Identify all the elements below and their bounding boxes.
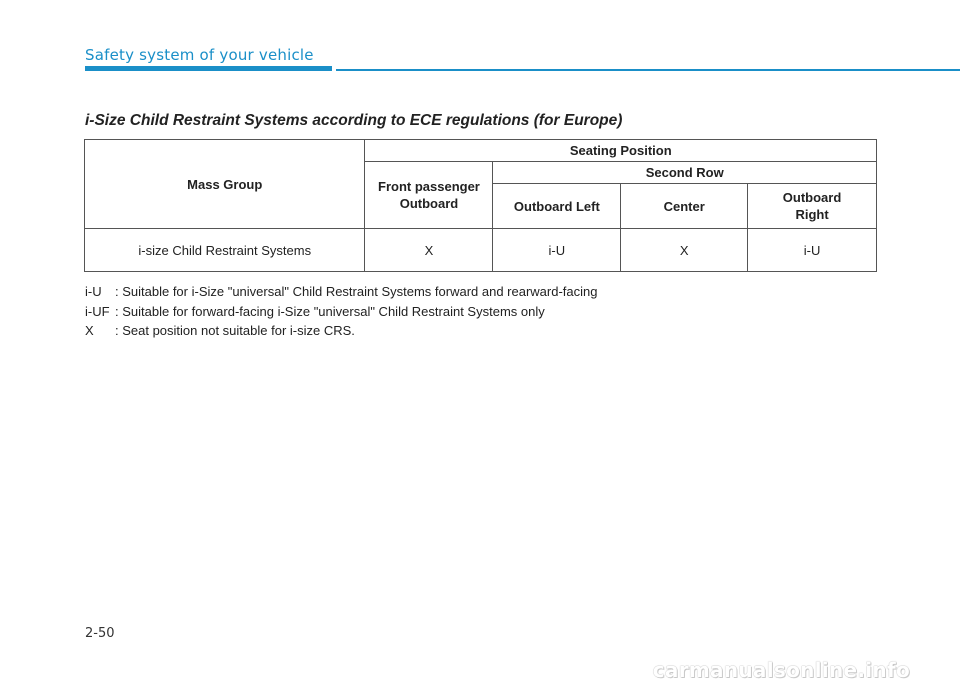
table-row: [85, 229, 877, 272]
note-row: [85, 282, 597, 302]
crs-table: [84, 139, 877, 272]
col-header-outboard-left: Outboard Left: [493, 184, 621, 229]
note-key: i-U: [85, 284, 102, 300]
table-cell: X: [621, 229, 748, 272]
col-header-outboard-right: [748, 184, 877, 229]
front-passenger-label: Front passenger Outboard: [378, 179, 480, 211]
mass-group-header: Mass Group: [85, 140, 365, 229]
note-row: [85, 302, 597, 322]
table-cell: i-U: [748, 229, 877, 272]
page-heading: i-Size Child Restraint Systems according to ECE regulations (for Europe): [85, 112, 623, 129]
note-row: [85, 321, 597, 341]
outboard-right-label: Outboard Right: [782, 190, 842, 222]
note-text: : Seat position not suitable for i-size CRS.: [115, 323, 355, 339]
section-title: Safety system of your vehicle: [85, 46, 314, 64]
row-label: i-size Child Restraint Systems: [85, 229, 365, 272]
note-text: : Suitable for i-Size "universal" Child Restraint Systems forward and rearward-facing: [115, 284, 598, 300]
legend-notes: [85, 282, 597, 341]
table-header-row: [85, 140, 877, 162]
header-rule-line: [336, 69, 960, 71]
table-cell: X: [365, 229, 493, 272]
front-passenger-header: [365, 162, 493, 229]
page-number: 2-50: [85, 626, 115, 641]
second-row-header: Second Row: [493, 162, 877, 184]
note-text: : Suitable for forward-facing i-Size "universal" Child Restraint Systems only: [115, 303, 545, 319]
note-key: i-UF: [85, 303, 110, 319]
note-key: X: [85, 323, 94, 339]
header-rule-accent: [85, 66, 332, 71]
table-cell: i-U: [493, 229, 621, 272]
watermark: carmanualsonline.info: [652, 658, 910, 682]
col-header-center: Center: [621, 184, 748, 229]
seating-position-header: Seating Position: [365, 140, 877, 162]
